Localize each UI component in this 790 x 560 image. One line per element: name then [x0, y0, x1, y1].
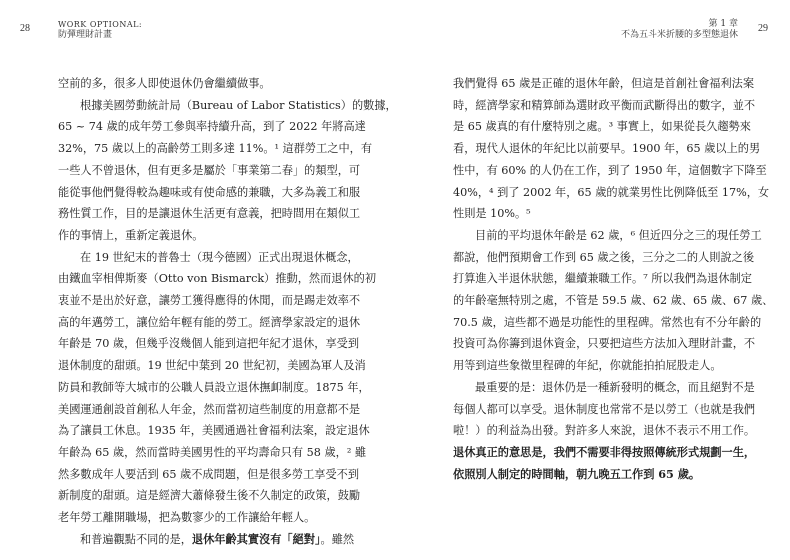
- text-line: 高的年邁勞工，讓位給年輕有能的勞工。經濟學家設定的退休: [58, 315, 361, 329]
- text-line: 40%，⁴ 到了 2002 年，65 歲的就業男性比例降低至 17%，女: [453, 185, 770, 199]
- text-line: 性中，有 60% 的人仍在工作，到了 1950 年，這個數字下降至: [453, 163, 767, 177]
- text-line: 作的事情上，重新定義退休。: [58, 228, 204, 242]
- text-line: 退休真正的意思是，我們不需要非得按照傳統形式規劃一生，: [453, 444, 756, 459]
- text-line: 防員和教師等大城市的公職人員設立退休撫卹制度。1875 年，: [58, 380, 370, 394]
- text-line: 時，經濟學家和精算師為選財政平衡而武斷得出的數字，並不: [453, 98, 756, 112]
- text-line: 是 65 歲真的有什麼特別之處。³ 事實上，如果從長久趨勢來: [453, 120, 751, 134]
- text-line: 依照別人制定的時間軸，朝九晚五工作到 65 歲。: [453, 466, 701, 481]
- right-header-chapter: 第 1 章: [708, 19, 738, 29]
- text-line: 為了讓員工休息。1935 年，美國通過社會福利法案，設定退休: [58, 424, 370, 438]
- text-line: 我們覺得 65 歲是正確的退休年齡，但這是首創社會福利法案: [453, 77, 755, 90]
- left-header-en: WORK OPTIONAL:: [58, 20, 143, 29]
- text-line: 能從事他們覺得較為趣味或有使命感的兼職，大多為義工和服: [58, 185, 361, 199]
- text-line: 衷並不是出於好意，讓勞工獲得應得的休閒，而是踢走效率不: [58, 294, 361, 308]
- left-running-header: [58, 19, 142, 41]
- text-line: 每個人都可以享受。退休制度也常常不是以勞工（也就是我們: [453, 402, 756, 416]
- text-line: 美國運通創設首創私人年金，然而當初這些制度的用意都不是: [58, 402, 361, 416]
- text-line: 務性質工作，目的是讓退休生活更有意義，把時間用在類似工: [58, 207, 361, 221]
- text-line: 在 19 世紀末的普魯士（現今德國）正式出現退休概念，: [80, 250, 359, 264]
- text-line: 一些人不曾退休，但有更多是屬於「事業第二春」的類型，可: [58, 163, 361, 177]
- text-line: 根據美國勞動統計局（Bureau of Labor Statistics）的數據，: [80, 98, 397, 112]
- text-line: 看，現代人退休的年紀比以前要早。1900 年，65 歲以上的男: [453, 142, 761, 156]
- text-line: 打算進入半退休狀態，繼續兼職工作。⁷ 所以我們為退休制定: [453, 272, 752, 286]
- left-header-zh: 防彈理財計畫: [58, 30, 113, 40]
- right-page: [395, 0, 790, 560]
- text-line: 最重要的是：退休仍是一種新發明的概念，而且絕對不是: [475, 380, 755, 394]
- text-line: 新制度的甜頭。這是經濟大蕭條發生後不久制定的政策，鼓勵: [58, 489, 361, 503]
- text-line: 空前的多，很多人即使退休仍會繼續做事。: [58, 77, 271, 90]
- emphasis-text: 退休年齡其實沒有「絕對」: [191, 531, 321, 546]
- text-line: 65 ~ 74 歲的成年勞工參與率持續升高，到了 2022 年將高達: [58, 120, 366, 134]
- left-body-text: [58, 73, 397, 550]
- right-header-title: 不為五斗米折腰的多型態退休: [620, 30, 738, 40]
- text-line: 年齡是 70 歲，但幾乎沒幾個人能到這把年紀才退休，享受到: [58, 337, 360, 351]
- text-line: 投資可為你籌到退休資金，只要把這些方法加入理財計畫，不: [453, 337, 756, 351]
- text-line: 性則是 10%。⁵: [453, 207, 531, 221]
- right-page-number: 29: [758, 23, 768, 34]
- text-line: 老年勞工離開職場，把為數寥少的工作讓給年輕人。: [58, 511, 316, 525]
- text-line: 啦！）的利益為出發。對許多人來說，退休不表示不用工作。: [453, 424, 756, 438]
- text-line: 退休制度的甜頭。19 世紀中葉到 20 世紀初，美國為軍人及消: [58, 359, 366, 373]
- text-line: 年齡為 65 歲，然而當時美國男性的平均壽命只有 58 歲，² 雖: [58, 445, 367, 459]
- text-line: 由鐵血宰相俾斯麥（Otto von Bismarck）推動，然而退休的初: [58, 272, 377, 286]
- right-body-text: [453, 73, 774, 485]
- text-line: 用等到這些象徵里程碑的年紀，你就能拍拍屁股走人。: [453, 359, 722, 373]
- right-running-header: [621, 19, 738, 41]
- text-line: 70.5 歲，這些都不過是功能性的里程碑。常然也有不分年齡的: [453, 315, 762, 329]
- left-page-number: 28: [20, 23, 30, 34]
- text-line: 然多數成年人要活到 65 歲不成問題，但是很多勞工享受不到: [58, 467, 360, 481]
- text-line: 和普遍觀點不同的是，退休年齡其實沒有「絕對」。雖然: [80, 531, 355, 546]
- text-line: 目前的平均退休年齡是 62 歲，⁶ 但近四分之三的現任勞工: [475, 228, 762, 242]
- text-line: 的年齡毫無特別之處，不管是 59.5 歲、62 歲、65 歲、67 歲、: [453, 294, 774, 308]
- text-line: 32%，75 歲以上的高齡勞工則多達 11%。¹ 這群勞工之中，有: [58, 142, 373, 156]
- text-line: 都說，他們預期會工作到 65 歲之後，三分之二的人則說之後: [453, 250, 755, 264]
